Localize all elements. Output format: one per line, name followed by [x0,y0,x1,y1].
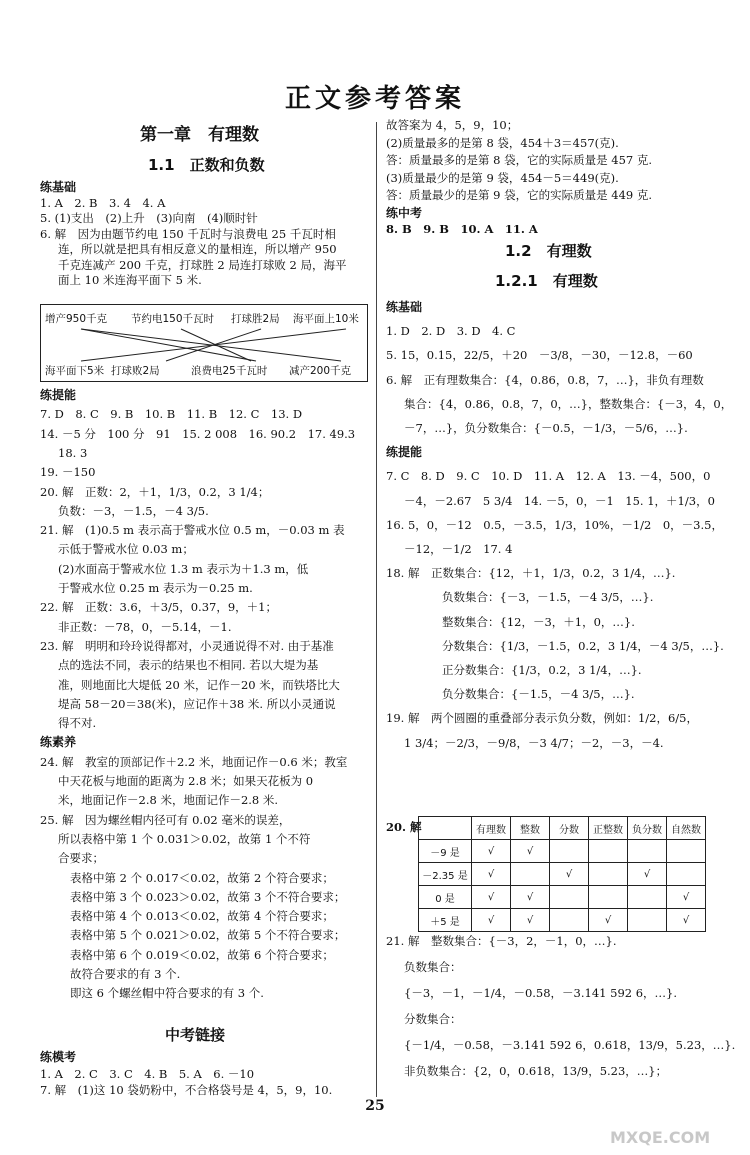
answer-line: 分数集合：{1/3，－1.5，0.2，3 1/4，－4 3/5，…}. [442,638,724,653]
column-divider [376,122,377,1097]
answer-line: 23. 解 明明和玲玲说得都对，小灵通说得不对. 由于基准 [40,638,334,653]
table-cell [589,863,628,886]
answer-line: 中天花板与地面的距离为 2.8 米；如果天花板为 0 [58,774,314,788]
answer-line: 答：质量最少的是第 9 袋，它的实际质量是 449 克. [386,188,653,202]
diagram-bottom-2: 打球败2局 [111,365,160,377]
table-cell: 0 是 [419,886,472,909]
answer-line: 表格中第 5 个 0.021＞0.02，故第 5 个不符合要求； [70,928,346,943]
diagram-bottom-4: 减产200千克 [289,365,352,377]
page-title: 正文参考答案 [284,84,465,114]
table-cell: √ [472,840,511,863]
answer-line: 表格中第 4 个 0.013＜0.02，故第 4 个符合要求； [70,909,334,924]
table-cell: √ [667,886,706,909]
table-header-cell: 自然数 [667,817,706,840]
answer-line: 7. 解 (1)这 10 袋奶粉中，不合格袋号是 4，5，9，10. [40,1083,333,1097]
table-cell: ＋5 是 [419,909,472,932]
answer-line: 14. －5 分 100 分 91 15. 2 008 16. 90.2 17. 49.3 [40,426,356,441]
table-cell [628,909,667,932]
table-cell [511,863,550,886]
answer-line: 答：质量最多的是第 8 袋，它的实际质量是 457 克. [386,153,653,167]
answer-line: 非负数集合：{2，0，0.618，13/9，5.23，…}； [404,1064,668,1078]
table-cell: －2.35 是 [419,863,472,886]
answer-line: 21. 解 (1)0.5 m 表示高于警戒水位 0.5 m，－0.03 m 表 [40,523,345,538]
answer-line: 千克连减产 200 千克，打球胜 2 局连打球败 2 局，海平 [58,257,347,272]
answer-line: 22. 解 正数：3.6，＋3/5，0.37，9，＋1； [40,600,277,615]
answer-line: 于警戒水位 0.25 m 表示为－0.25 m. [58,581,253,595]
answer-line: 非正数：－78，0，－5.14，－1. [58,619,232,634]
watermark-logo [600,1105,740,1150]
practice-label: 练模考 [40,1050,77,1064]
answer-line: 分数集合： [404,1012,462,1026]
table-header-cell: 整数 [511,817,550,840]
practice-label: 练提能 [386,445,423,460]
table-row [419,886,706,909]
answer-line: {－3，－1，－1/4，－0.58，－3.141 592 6，…}. [404,986,678,1000]
answer-line: {－1/4，－0.58，－3.141 592 6，0.618，13/9，5.23，…}. [404,1038,736,1052]
table-cell: √ [472,886,511,909]
answer-line: 负数：－3，－1.5，－4 3/5. [58,503,209,518]
table-cell: √ [511,840,550,863]
table-row [419,840,706,863]
table-cell [589,840,628,863]
matching-diagram [40,304,368,382]
page-number: 25 [365,1098,385,1114]
answer-line: －12，－1/2 17. 4 [404,542,513,556]
diagram-top-2: 节约电150千瓦时 [131,313,215,325]
watermark-text: MXQE.COM [610,1128,711,1147]
answer-line: 表格中第 3 个 0.023＞0.02，故第 3 个不符合要求； [70,889,346,904]
q20-label: 20. 解 [386,820,422,834]
table-cell [550,909,589,932]
answer-line: 20. 解 正数：2，＋1，1/3，0.2，3 1/4； [40,484,270,499]
table-cell [628,886,667,909]
practice-label: 练基础 [40,180,77,194]
answer-line: 准，则地面比大堤低 20 米，记作－20 米，而铁塔比大 [58,677,340,692]
answer-line: 负数集合：{－3，－1.5，－4 3/5，…}. [442,590,654,605]
table-cell: √ [550,863,589,886]
answer-line: 点的选法不同，表示的结果也不相同. 若以大堤为基 [58,658,319,673]
practice-label: 练素养 [40,735,77,750]
answer-line: 6. 解 因为由题节约电 150 千瓦时与浪费电 25 千瓦时相 [40,226,336,241]
answer-line: 18. 3 [58,445,88,460]
answer-line: 1. D 2. D 3. D 4. C [386,324,516,339]
practice-label: 练基础 [386,300,423,314]
table-row [419,909,706,932]
answer-line: 故答案为 4，5，9，10； [386,118,519,132]
answer-line: 所以表格中第 1 个 0.031＞0.02，故第 1 个不符 [58,831,311,846]
lianzhongkao-label: 练中考 [386,206,423,220]
table-cell [667,840,706,863]
table-header-cell [419,817,472,840]
answer-line: 负分数集合：{－1.5，－4 3/5，…}. [442,687,635,702]
answer-line: 连，所以就是把具有相反意义的量相连，所以增产 950 [58,242,337,256]
section-heading: 1.1 正数和负数 [148,156,265,174]
answer-line: 16. 5，0，－12 0.5，－3.5，1/3，10%，－1/2 0，－3.5， [386,517,723,532]
answer-line: 得不对. [58,716,97,731]
answer-line: 25. 解 因为螺丝帽内径可有 0.02 毫米的误差， [40,812,291,827]
table-cell [667,863,706,886]
diagram-bottom-1: 海平面下5米 [45,365,105,377]
answer-line: 表格中第 2 个 0.017＜0.02，故第 2 个符合要求； [70,870,334,885]
table-header-cell: 有理数 [472,817,511,840]
answer-line: 面上 10 米连海平面下 5 米. [58,273,202,287]
zhongkao-heading: 中考链接 [165,1026,226,1044]
answer-line: 24. 解 教室的顶部记作＋2.2 米，地面记作－0.6 米；教室 [40,754,348,769]
table-cell: －9 是 [419,840,472,863]
chapter-heading: 第一章 有理数 [140,125,259,145]
answer-line: 19. －150 [40,465,96,480]
answer-line: (2)质量最多的是第 8 袋，454＋3＝457(克). [386,135,619,150]
table-cell [550,886,589,909]
answer-line: 1 3/4；－2/3，－9/8，－3 4/7；－2，－3，－4. [404,735,664,750]
answer-line: (2)水面高于警戒水位 1.3 m 表示为＋1.3 m，低 [58,561,309,576]
table-cell [589,886,628,909]
table-row [419,863,706,886]
answer-line: 6. 解 正有理数集合：{4，0.86，0.8，7，…}，非负有理数 [386,372,704,387]
section-heading-1-2: 1.2 有理数 [505,242,592,260]
answer-line: 1. A 2. B 3. 4 4. A [40,195,166,210]
answer-line: (3)质量最少的是第 9 袋，454－5＝449(克). [386,170,619,185]
practice-label: 练提能 [40,388,77,402]
answer-line: 7. C 8. D 9. C 10. D 11. A 12. A 13. －4，500，0 [386,469,711,484]
answer-line: 19. 解 两个圆圈的重叠部分表示负分数，例如：1/2，6/5， [386,711,698,726]
answer-line: 故符合要求的有 3 个. [70,967,181,981]
answer-line: 堤高 58－20＝38(米)，应记作＋38 米. 所以小灵通说 [58,696,336,711]
table-cell: √ [511,909,550,932]
answer-line: 18. 解 正数集合：{12，＋1，1/3，0.2，3 1/4，…}. [386,566,676,581]
table-cell: √ [511,886,550,909]
table-header-cell: 负分数 [628,817,667,840]
answer-line: 即这 6 个螺丝帽中符合要求的有 3 个. [70,986,264,1001]
answer-line: 5. 15，0.15，22/5，＋20 －3/8，－30，－12.8，－60 [386,348,693,363]
answer-line: 米，地面记作－2.8 米，地面记作－2.8 米. [58,793,279,808]
table-header-cell: 正整数 [589,817,628,840]
answer-line: －4，－2.67 5 3/4 14. －5，0，－1 15. 1，＋1/3，0 [404,493,715,508]
number-classification-table [418,816,706,932]
answer-line: 合要求； [58,851,104,866]
table-cell: √ [472,863,511,886]
table-cell: √ [628,863,667,886]
table-cell [550,840,589,863]
table-cell: √ [667,909,706,932]
answer-line: 21. 解 整数集合：{－3，2，－1，0，…}. [386,934,617,948]
table-cell [628,840,667,863]
answer-line: －7，…}，负分数集合：{－0.5，－1/3，－5/6，…}. [404,421,688,435]
table-cell: √ [472,909,511,932]
answer-line: 示低于警戒水位 0.03 m； [58,542,194,557]
subsection-heading-1-2-1: 1.2.1 有理数 [495,272,598,290]
diagram-top-1: 增产950千克 [45,313,108,325]
answer-line: 整数集合：{12，－3，＋1，0，…}. [442,614,635,629]
diagram-top-3: 打球胜2局 [231,313,280,325]
answer-line: 5. (1)支出 (2)上升 (3)向南 (4)顺时针 [40,211,258,225]
table-header-cell: 分数 [550,817,589,840]
table-cell: √ [589,909,628,932]
answer-line: 集合：{4，0.86，0.8，7，0，…}，整数集合：{－3，4，0， [404,396,733,411]
answer-line: 表格中第 6 个 0.019＜0.02，故第 6 个符合要求； [70,947,334,962]
answer-line: 7. D 8. C 9. B 10. B 11. B 12. C 13. D [40,407,303,422]
answer-line: 负数集合： [404,960,462,974]
answer-line: 正分数集合：{1/3，0.2，3 1/4，…}. [442,663,642,677]
answer-line: 1. A 2. C 3. C 4. B 5. A 6. －10 [40,1066,255,1081]
diagram-bottom-3: 浪费电25千瓦时 [191,365,268,377]
lianzhongkao-answers: 8. B 9. B 10. A 11. A [386,222,538,236]
diagram-top-4: 海平面上10米 [293,313,359,325]
